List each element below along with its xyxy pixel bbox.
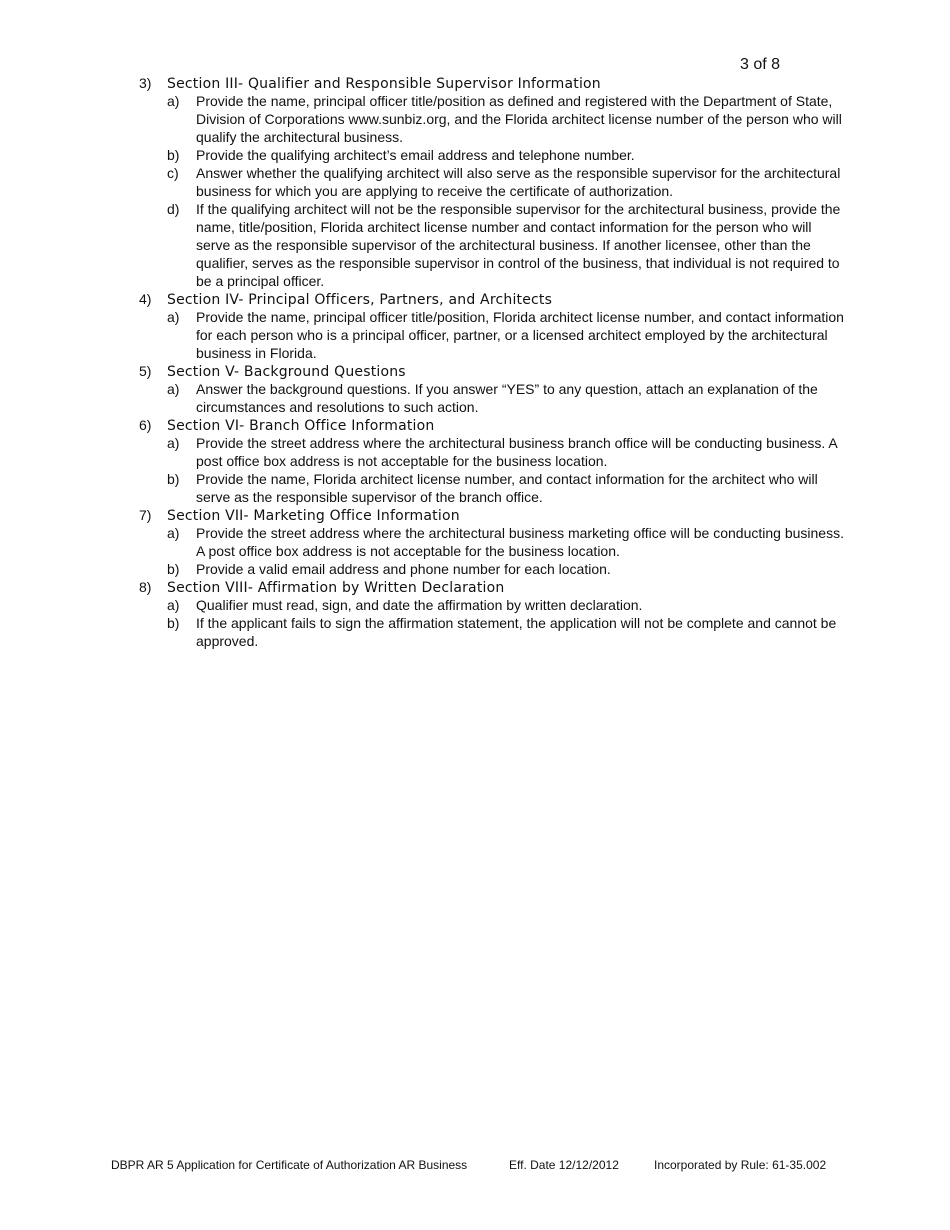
item-letter: a): [167, 309, 180, 325]
footer-eff-date: Eff. Date 12/12/2012: [509, 1158, 619, 1172]
section-heading: [139, 362, 849, 380]
section-heading: [139, 578, 849, 596]
item-letter: b): [167, 147, 180, 163]
list-item: [139, 524, 849, 560]
section-title: Section V- Background Questions: [167, 364, 406, 380]
item-text: Provide the name, principal officer title/position, Florida architect license number, and contact information for each person who is a principal officer, partner, or a licensed architect employed by the architectural business in Florida.: [196, 309, 844, 361]
section-7: [139, 506, 849, 578]
item-text: Provide the qualifying architect’s email address and telephone number.: [196, 147, 635, 163]
section-number: 6): [139, 417, 152, 433]
section-number: 7): [139, 507, 152, 523]
instructions-list: [139, 74, 849, 650]
list-item: [139, 434, 849, 470]
list-item: [139, 146, 849, 164]
section-title: Section VI- Branch Office Information: [167, 418, 435, 434]
section-title: Section VIII- Affirmation by Written Declaration: [167, 580, 505, 596]
item-text: Provide the street address where the architectural business marketing office will be conducting business. A post office box address is not acceptable for the business location.: [196, 525, 844, 559]
footer-rule: Incorporated by Rule: 61-35.002: [654, 1158, 827, 1172]
item-text: Provide the name, principal officer title/position as defined and registered with the Department of State, Division of Corporations www.sunbiz.org, and the Florida architect license number of the person who will qualify the architectural business.: [196, 93, 842, 145]
item-text: If the applicant fails to sign the affirmation statement, the application will not be complete and cannot be approved.: [196, 615, 837, 649]
item-text: Provide a valid email address and phone number for each location.: [196, 561, 611, 577]
page-number: 3 of 8: [740, 56, 781, 73]
item-letter: d): [167, 201, 180, 217]
section-number: 8): [139, 579, 152, 595]
list-item: [139, 470, 849, 506]
section-title: Section VII- Marketing Office Information: [167, 508, 460, 524]
list-item: [139, 596, 849, 614]
section-number: 5): [139, 363, 152, 379]
list-item: [139, 200, 849, 290]
section-number: 3): [139, 75, 152, 91]
section-title: Section III- Qualifier and Responsible Supervisor Information: [167, 76, 601, 92]
item-letter: a): [167, 435, 180, 451]
item-letter: a): [167, 597, 180, 613]
section-6: [139, 416, 849, 506]
page-footer: [111, 1158, 826, 1172]
list-item: [139, 560, 849, 578]
item-letter: a): [167, 381, 180, 397]
item-letter: a): [167, 525, 180, 541]
list-item: [139, 92, 849, 146]
list-item: [139, 308, 849, 362]
list-item: [139, 614, 849, 650]
section-number: 4): [139, 291, 152, 307]
section-3: [139, 74, 849, 290]
section-heading: [139, 290, 849, 308]
item-text: Qualifier must read, sign, and date the affirmation by written declaration.: [196, 597, 643, 613]
list-item: [139, 380, 849, 416]
item-letter: a): [167, 93, 180, 109]
item-text: Answer the background questions. If you answer “YES” to any question, attach an explanation of the circumstances and resolutions to such action.: [196, 381, 818, 415]
section-title: Section IV- Principal Officers, Partners, and Architects: [167, 292, 553, 308]
item-letter: b): [167, 471, 180, 487]
section-5: [139, 362, 849, 416]
item-text: If the qualifying architect will not be the responsible supervisor for the architectural business, provide the name, title/position, Florida architect license number and contact information for the person who will serve as the responsible supervisor of the architectural business. If another licensee, other than the qualifier, serves as the responsible supervisor in control of the business, that individual is not required to be a principal officer.: [196, 201, 841, 289]
list-item: [139, 164, 849, 200]
section-heading: [139, 506, 849, 524]
section-heading: [139, 416, 849, 434]
footer-form-title: DBPR AR 5 Application for Certificate of Authorization AR Business: [111, 1158, 468, 1172]
item-letter: c): [167, 165, 179, 181]
item-text: Provide the name, Florida architect license number, and contact information for the architect who will serve as the responsible supervisor of the branch office.: [196, 471, 818, 505]
section-8: [139, 578, 849, 650]
item-letter: b): [167, 561, 180, 577]
item-letter: b): [167, 615, 180, 631]
section-4: [139, 290, 849, 362]
item-text: Provide the street address where the architectural business branch office will be conducting business. A post office box address is not acceptable for the business location.: [196, 435, 837, 469]
item-text: Answer whether the qualifying architect will also serve as the responsible supervisor for the architectural business for which you are applying to receive the certificate of authorization.: [196, 165, 841, 199]
section-heading: [139, 74, 849, 92]
